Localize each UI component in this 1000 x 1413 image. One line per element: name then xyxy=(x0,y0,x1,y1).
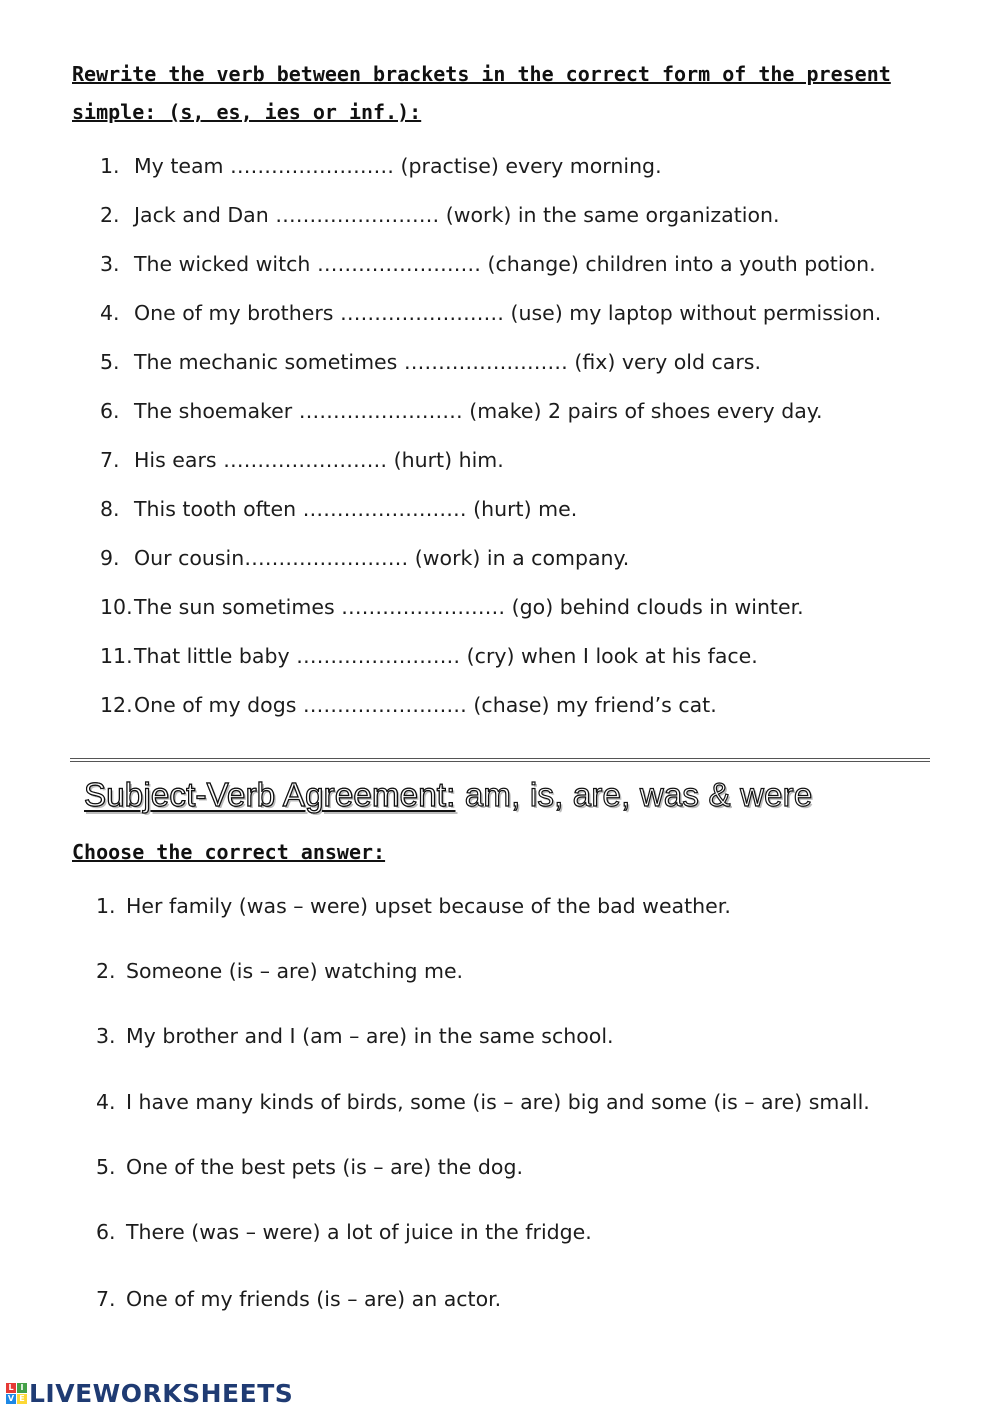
logo-mark-tile: V xyxy=(7,1394,15,1403)
item-text: That little baby …………………… (cry) when I look at his face. xyxy=(134,644,758,668)
liveworksheets-logo[interactable] xyxy=(6,1379,293,1408)
instruction-line-1: Rewrite the verb between brackets in the correct form of the present xyxy=(72,62,891,86)
item-text: There (was – were) a lot of juice in the fridge. xyxy=(126,1220,592,1244)
choice-item xyxy=(96,1155,523,1179)
logo-mark-icon xyxy=(6,1383,27,1404)
item-number: 12. xyxy=(100,693,133,717)
item-number: 5. xyxy=(100,350,120,374)
choice-item xyxy=(96,894,731,918)
choose-instruction: Choose the correct answer: xyxy=(72,840,386,864)
choice-item xyxy=(96,959,463,983)
exercise-item xyxy=(100,252,876,276)
exercise-item xyxy=(100,350,761,374)
section-divider xyxy=(70,758,930,762)
item-text: The mechanic sometimes …………………… (fix) very old cars. xyxy=(134,350,761,374)
item-number: 4. xyxy=(96,1090,116,1114)
exercise-item xyxy=(100,546,629,570)
exercise-item xyxy=(100,301,881,325)
item-text: This tooth often …………………… (hurt) me. xyxy=(134,497,578,521)
item-number: 8. xyxy=(100,497,120,521)
exercise-item xyxy=(100,644,758,668)
item-number: 3. xyxy=(96,1024,116,1048)
exercise-item xyxy=(100,203,780,227)
item-text: One of my brothers …………………… (use) my laptop without permission. xyxy=(134,301,882,325)
item-number: 10. xyxy=(100,595,133,619)
item-number: 7. xyxy=(96,1287,116,1311)
item-number: 6. xyxy=(96,1220,116,1244)
item-number: 6. xyxy=(100,399,120,423)
item-text: My brother and I (am – are) in the same school. xyxy=(126,1024,614,1048)
item-number: 9. xyxy=(100,546,120,570)
exercise-item xyxy=(100,595,804,619)
section-title xyxy=(84,776,812,814)
item-text: The sun sometimes …………………… (go) behind clouds in winter. xyxy=(134,595,804,619)
item-number: 4. xyxy=(100,301,120,325)
item-text: Someone (is – are) watching me. xyxy=(126,959,464,983)
choice-item xyxy=(96,1287,501,1311)
item-number: 7. xyxy=(100,448,120,472)
item-text: The wicked witch …………………… (change) children into a youth potion. xyxy=(134,252,876,276)
item-number: 5. xyxy=(96,1155,116,1179)
item-text: I have many kinds of birds, some (is – are) big and some (is – are) small. xyxy=(126,1090,870,1114)
exercise-item xyxy=(100,693,717,717)
logo-mark-tile: I xyxy=(17,1383,27,1393)
exercise-item xyxy=(100,399,823,423)
section-title-main: Subject-Verb Agreement: xyxy=(84,776,456,813)
choice-item xyxy=(96,1220,592,1244)
item-number: 2. xyxy=(96,959,116,983)
item-text: Our cousin…………………… (work) in a company. xyxy=(134,546,630,570)
exercise-item xyxy=(100,448,504,472)
item-number: 1. xyxy=(100,154,120,178)
item-text: My team …………………… (practise) every morning. xyxy=(134,154,662,178)
item-number: 2. xyxy=(100,203,120,227)
choice-item xyxy=(96,1024,614,1048)
item-number: 1. xyxy=(96,894,116,918)
instruction-line-2: simple: (s, es, ies or inf.): xyxy=(72,100,422,124)
item-text: One of my friends (is – are) an actor. xyxy=(126,1287,502,1311)
logo-text: LIVEWORKSHEETS xyxy=(29,1379,294,1408)
item-number: 3. xyxy=(100,252,120,276)
section-title-rest: am, is, are, was & were xyxy=(455,776,813,813)
choice-item xyxy=(96,1090,870,1114)
exercise-item xyxy=(100,497,577,521)
item-text: His ears …………………… (hurt) him. xyxy=(134,448,504,472)
item-text: Jack and Dan …………………… (work) in the same organization. xyxy=(134,203,780,227)
item-text: One of my dogs …………………… (chase) my friend’s cat. xyxy=(134,693,717,717)
item-number: 11. xyxy=(100,644,133,668)
item-text: One of the best pets (is – are) the dog. xyxy=(126,1155,523,1179)
exercise-item xyxy=(100,154,662,178)
logo-mark-tile: E xyxy=(17,1394,27,1404)
item-text: The shoemaker …………………… (make) 2 pairs of shoes every day. xyxy=(134,399,823,423)
item-text: Her family (was – were) upset because of the bad weather. xyxy=(126,894,731,918)
logo-mark-tile: L xyxy=(6,1383,16,1393)
